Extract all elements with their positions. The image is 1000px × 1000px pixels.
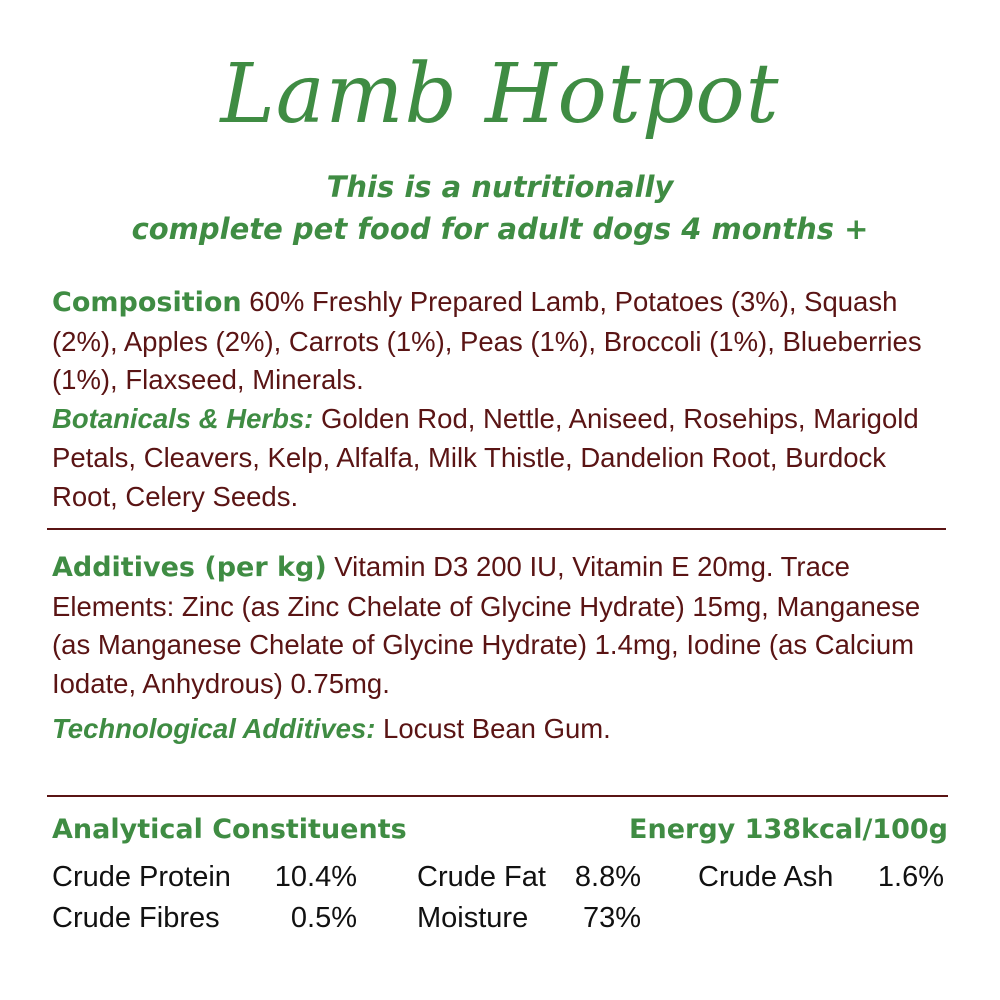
divider-1	[47, 528, 946, 530]
additives-heading: Additives (per kg)	[52, 552, 327, 583]
additives-text: Vitamin D3 200 IU, Vitamin E 20mg. Trace Elements: Zinc (as Zinc Chelate of Glycine Hydrate) 15mg, Manganese (as Manganese Chelate of Glycine Hydrate) 1.4mg, Iodine (as Calcium Iodate, Anhydrous) 0.75mg.	[52, 551, 921, 700]
nutrient-label: Crude Protein	[52, 861, 231, 893]
nutrient-value: 0.5%	[290, 902, 357, 934]
additives-section	[52, 548, 952, 749]
technological-label: Technological Additives:	[52, 712, 376, 744]
composition-paragraph	[52, 283, 952, 400]
nutrient-value: 10.4%	[274, 861, 357, 893]
nutrient-crude-fibres	[52, 898, 357, 938]
analytical-heading: Analytical Constituents	[52, 814, 407, 845]
subtitle-line-1: This is a nutritionally	[326, 170, 674, 204]
nutrient-crude-ash	[698, 857, 944, 897]
technological-text: Locust Bean Gum.	[375, 712, 611, 744]
product-title: Lamb Hotpot	[220, 47, 780, 142]
nutrient-moisture	[417, 898, 641, 938]
composition-heading: Composition	[52, 287, 242, 318]
nutrient-label: Crude Ash	[698, 861, 834, 893]
botanicals-label: Botanicals & Herbs:	[52, 403, 314, 435]
composition-text: 60% Freshly Prepared Lamb, Potatoes (3%), Squash (2%), Apples (2%), Carrots (1%), Peas (1%), Broccoli (1%), Blueberries (1%), Flaxseed, Minerals.	[52, 286, 922, 396]
technological-paragraph	[52, 710, 952, 749]
nutrient-value: 8.8%	[574, 861, 641, 893]
divider-2	[47, 795, 948, 797]
energy-value: Energy 138kcal/100g	[629, 814, 948, 845]
nutrient-crude-protein	[52, 857, 357, 897]
additives-paragraph	[52, 548, 952, 704]
nutrient-label: Moisture	[417, 902, 529, 934]
product-subtitle	[0, 166, 1000, 250]
nutrient-value: 1.6%	[877, 861, 944, 893]
nutrient-label: Crude Fibres	[52, 902, 220, 934]
nutrient-crude-fat	[417, 857, 641, 897]
subtitle-line-2: complete pet food for adult dogs 4 months +	[131, 212, 869, 246]
nutrient-label: Crude Fat	[417, 861, 546, 893]
botanicals-text: Golden Rod, Nettle, Aniseed, Rosehips, Marigold Petals, Cleavers, Kelp, Alfalfa, Milk Thistle, Dandelion Root, Burdock Root, Celery Seeds.	[52, 403, 919, 512]
composition-section	[52, 283, 952, 516]
botanicals-paragraph	[52, 400, 952, 516]
nutrient-value: 73%	[582, 902, 641, 934]
